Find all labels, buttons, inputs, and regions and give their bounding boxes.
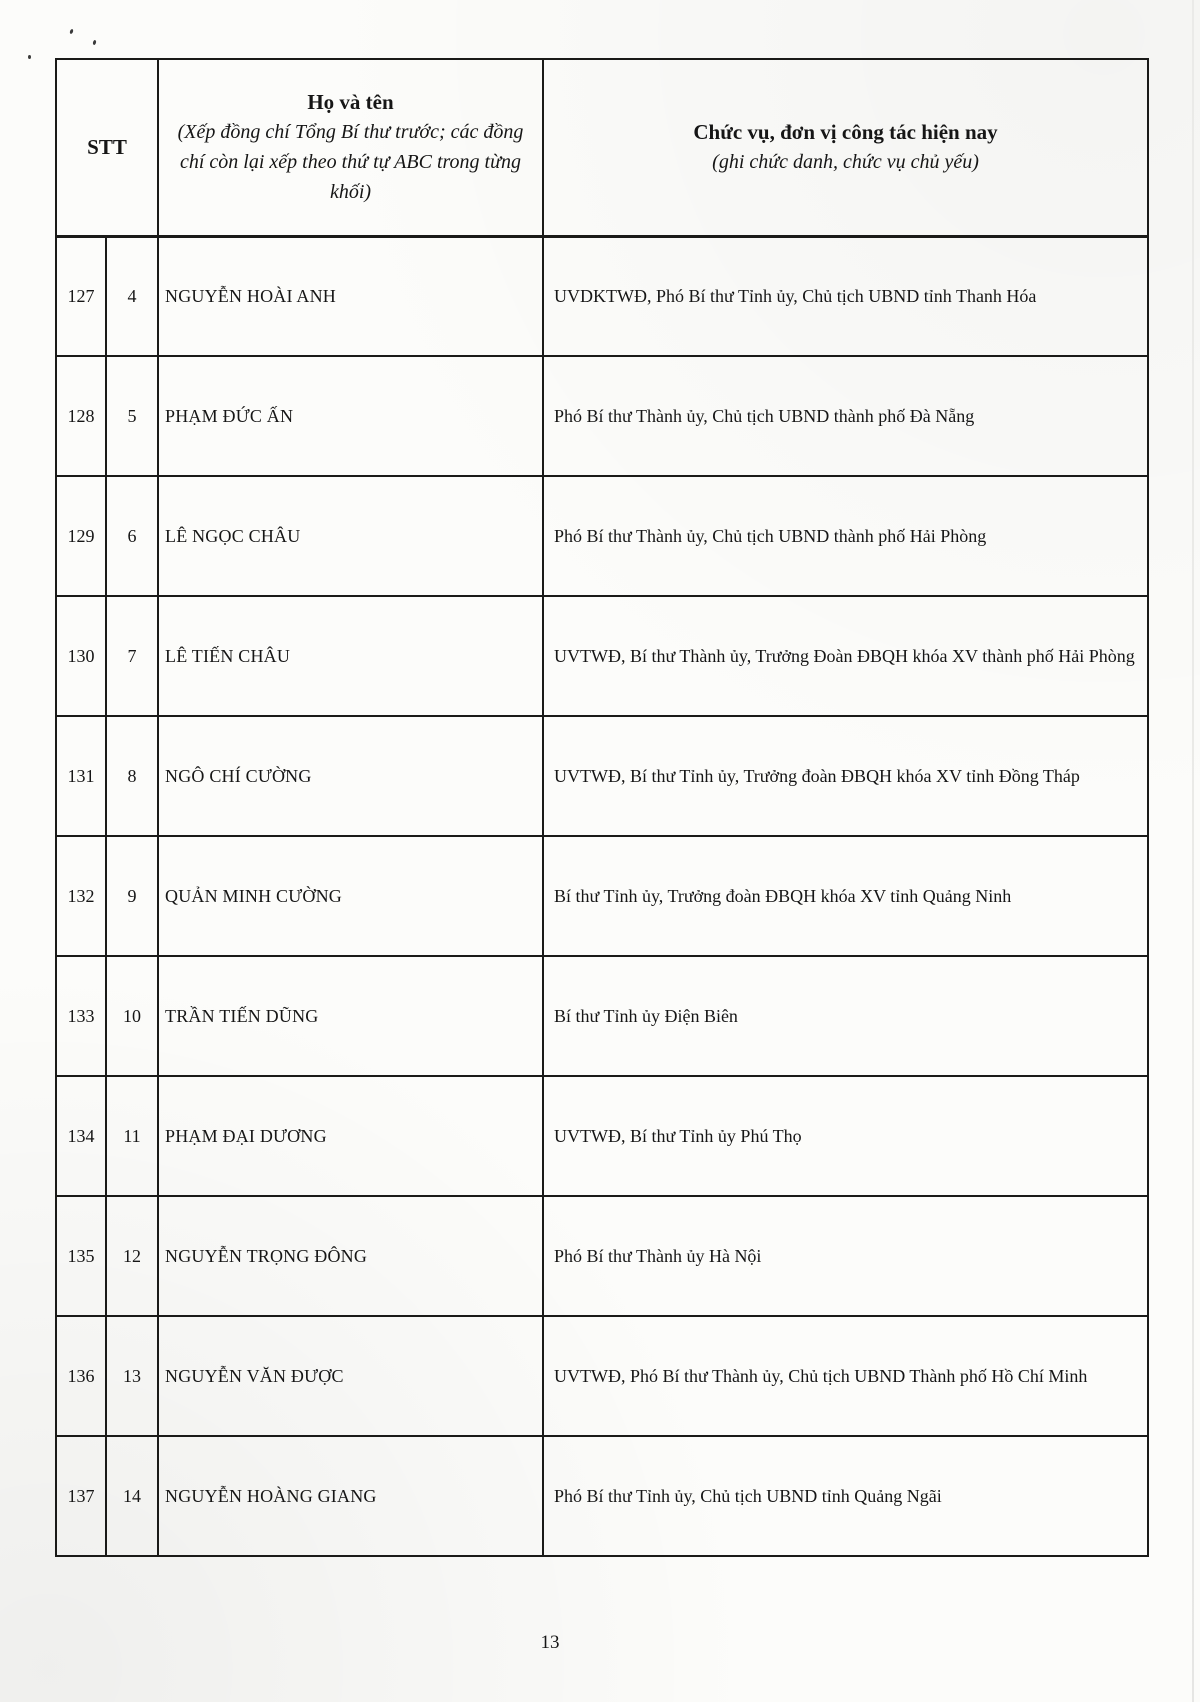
row-name: NGUYỄN HOÀNG GIANG: [158, 1436, 543, 1556]
table-row: [56, 836, 1148, 956]
table-header: [56, 59, 1148, 236]
row-sub-number: 6: [106, 476, 158, 596]
table-row: [56, 1316, 1148, 1436]
row-sub-number: 8: [106, 716, 158, 836]
row-position: Phó Bí thư Thành ủy, Chủ tịch UBND thành phố Hải Phòng: [543, 476, 1148, 596]
header-stt-label: STT: [87, 134, 127, 159]
row-name: LÊ NGỌC CHÂU: [158, 476, 543, 596]
row-sub-number: 14: [106, 1436, 158, 1556]
row-number: 130: [56, 596, 106, 716]
row-name: NGUYỄN VĂN ĐƯỢC: [158, 1316, 543, 1436]
row-number: 134: [56, 1076, 106, 1196]
row-name: PHẠM ĐỨC ẤN: [158, 356, 543, 476]
row-name: NGÔ CHÍ CƯỜNG: [158, 716, 543, 836]
row-position: UVTWĐ, Bí thư Tỉnh ủy, Trưởng đoàn ĐBQH khóa XV tỉnh Đồng Tháp: [543, 716, 1148, 836]
row-number: 132: [56, 836, 106, 956]
header-position-note: (ghi chức danh, chức vụ chủ yếu): [712, 151, 979, 174]
table-row: [56, 1196, 1148, 1316]
row-number: 137: [56, 1436, 106, 1556]
header-position: [543, 59, 1148, 236]
header-position-title: Chức vụ, đơn vị công tác hiện nay: [693, 120, 998, 145]
table-body: [56, 236, 1148, 1556]
row-sub-number: 5: [106, 356, 158, 476]
row-name: QUẢN MINH CƯỜNG: [158, 836, 543, 956]
row-position: Bí thư Tỉnh ủy, Trưởng đoàn ĐBQH khóa XV tỉnh Quảng Ninh: [543, 836, 1148, 956]
header-name: [158, 59, 543, 236]
table-row: [56, 356, 1148, 476]
cadre-roster-table: [55, 58, 1149, 1557]
row-position: Phó Bí thư Thành ủy Hà Nội: [543, 1196, 1148, 1316]
row-sub-number: 9: [106, 836, 158, 956]
row-number: 128: [56, 356, 106, 476]
row-name: TRẦN TIẾN DŨNG: [158, 956, 543, 1076]
row-sub-number: 4: [106, 236, 158, 356]
table-row: [56, 1076, 1148, 1196]
table-row: [56, 956, 1148, 1076]
row-position: UVTWĐ, Phó Bí thư Thành ủy, Chủ tịch UBND Thành phố Hồ Chí Minh: [543, 1316, 1148, 1436]
table-row: [56, 236, 1148, 356]
header-name-title: Họ và tên: [307, 90, 394, 115]
page-number: 13: [540, 1632, 560, 1653]
row-sub-number: 7: [106, 596, 158, 716]
scan-speck: [28, 55, 31, 59]
row-number: 136: [56, 1316, 106, 1436]
row-position: Phó Bí thư Tỉnh ủy, Chủ tịch UBND tỉnh Quảng Ngãi: [543, 1436, 1148, 1556]
table-row: [56, 1436, 1148, 1556]
scanned-page-edge: [1192, 0, 1194, 1702]
row-name: LÊ TIẾN CHÂU: [158, 596, 543, 716]
row-number: 133: [56, 956, 106, 1076]
row-sub-number: 13: [106, 1316, 158, 1436]
row-number: 129: [56, 476, 106, 596]
row-number: 131: [56, 716, 106, 836]
scan-speck: [92, 40, 96, 46]
header-stt: [56, 59, 158, 236]
row-position: UVTWĐ, Bí thư Tỉnh ủy Phú Thọ: [543, 1076, 1148, 1196]
row-position: UVDKTWĐ, Phó Bí thư Tỉnh ủy, Chủ tịch UBND tỉnh Thanh Hóa: [543, 236, 1148, 356]
row-position: Bí thư Tỉnh ủy Điện Biên: [543, 956, 1148, 1076]
row-name: NGUYỄN TRỌNG ĐÔNG: [158, 1196, 543, 1316]
row-sub-number: 12: [106, 1196, 158, 1316]
table-row: [56, 596, 1148, 716]
table-row: [56, 476, 1148, 596]
table-row: [56, 716, 1148, 836]
row-name: NGUYỄN HOÀI ANH: [158, 236, 543, 356]
row-sub-number: 11: [106, 1076, 158, 1196]
header-row: [56, 59, 1148, 236]
row-sub-number: 10: [106, 956, 158, 1076]
row-number: 127: [56, 236, 106, 356]
row-name: PHẠM ĐẠI DƯƠNG: [158, 1076, 543, 1196]
scan-speck: [69, 29, 74, 35]
row-position: Phó Bí thư Thành ủy, Chủ tịch UBND thành phố Đà Nẵng: [543, 356, 1148, 476]
header-name-note: (Xếp đồng chí Tổng Bí thư trước; các đồng chí còn lại xếp theo thứ tự ABC trong từng khối): [177, 121, 524, 204]
row-position: UVTWĐ, Bí thư Thành ủy, Trưởng Đoàn ĐBQH khóa XV thành phố Hải Phòng: [543, 596, 1148, 716]
row-number: 135: [56, 1196, 106, 1316]
